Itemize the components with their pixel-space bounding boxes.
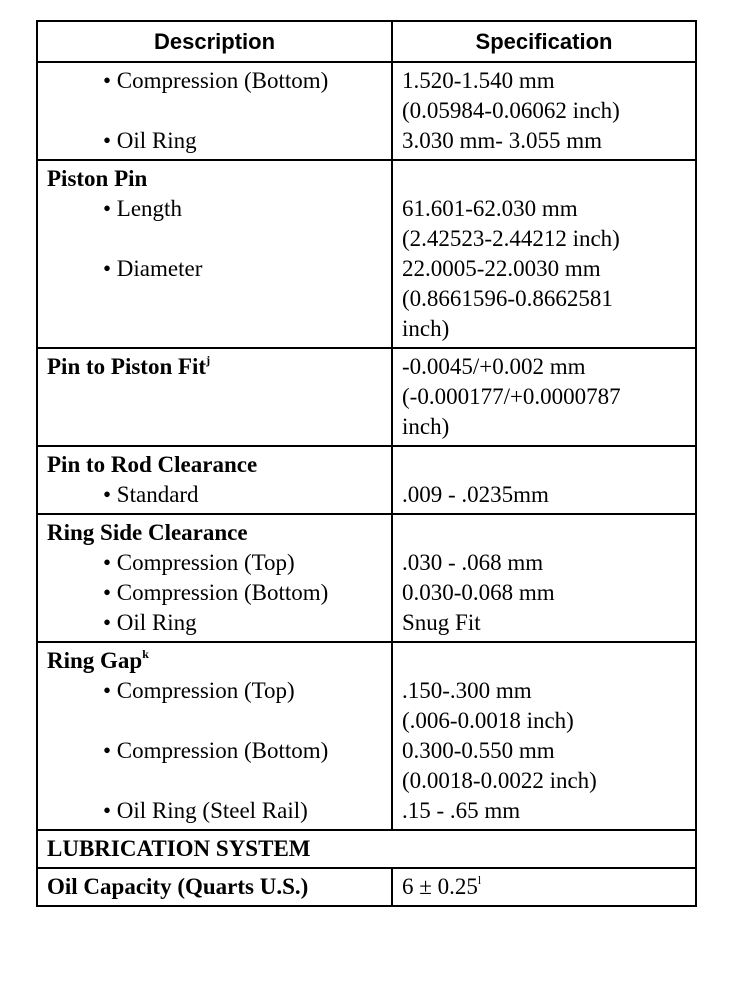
item-label: • Oil Ring (Steel Rail) [103,798,308,823]
item-label: • Length [103,196,182,221]
specification-cell [392,160,696,348]
description-cell [37,446,392,514]
spec-value: (0.0018-0.0022 inch) [402,768,597,793]
spec-value: .150-.300 mm [402,678,532,703]
spec-value: (.006-0.0018 inch) [402,708,574,733]
table-row [37,642,696,830]
spec-value: 3.030 mm- 3.055 mm [402,128,602,153]
spec-value: 0.300-0.550 mm [402,738,555,763]
group-heading: Ring Side Clearance [47,520,248,545]
group-heading: Pin to Rod Clearance [47,452,258,477]
description-cell [37,642,392,830]
item-label: • Oil Ring [103,128,197,153]
item-label: • Compression (Bottom) [103,68,329,93]
group-heading: Pin to Piston Fit [47,354,207,379]
description-cell [37,348,392,446]
table-row [37,514,696,642]
spec-value: -0.0045/+0.002 mm [402,354,586,379]
section-row [37,830,696,868]
specification-cell [392,868,696,906]
item-label: • Compression (Top) [103,678,295,703]
section-title: LUBRICATION SYSTEM [37,830,696,868]
spec-value: 1.520-1.540 mm [402,68,555,93]
specification-cell [392,62,696,160]
oil-capacity-value: 6 ± 0.25 [402,874,478,899]
spec-value: .15 - .65 mm [402,798,521,823]
spec-value: (-0.000177/+0.0000787 [402,384,621,409]
spec-value: 22.0005-22.0030 mm [402,256,601,281]
description-header: Description [37,21,392,62]
specification-cell [392,348,696,446]
specification-cell [392,446,696,514]
spec-value: (2.42523-2.44212 inch) [402,226,620,251]
table-row [37,348,696,446]
spec-value: Snug Fit [402,610,481,635]
footnote-marker: k [142,647,149,661]
item-label: • Standard [103,482,199,507]
table-row [37,868,696,906]
table-row [37,62,696,160]
table-row [37,160,696,348]
spec-value: inch) [402,316,450,341]
specification-header: Specification [392,21,696,62]
spec-value: 61.601-62.030 mm [402,196,578,221]
spec-value: .009 - .0235mm [402,482,549,507]
item-label: • Compression (Bottom) [103,738,329,763]
spec-value: (0.8661596-0.8662581 [402,286,613,311]
item-label: • Diameter [103,256,203,281]
header-row [37,21,696,62]
item-label: • Compression (Top) [103,550,295,575]
item-label: • Compression (Bottom) [103,580,329,605]
spec-value: 0.030-0.068 mm [402,580,555,605]
specification-table [36,20,697,907]
specification-cell [392,642,696,830]
table-row [37,446,696,514]
footnote-marker: l [477,873,482,887]
footnote-marker: j [206,353,211,367]
group-heading: Piston Pin [47,166,148,191]
description-cell [37,160,392,348]
oil-capacity-label: Oil Capacity (Quarts U.S.) [37,868,392,906]
specification-cell [392,514,696,642]
description-cell [37,514,392,642]
group-heading: Ring Gap [47,648,143,673]
spec-value: (0.05984-0.06062 inch) [402,98,620,123]
description-cell [37,62,392,160]
item-label: • Oil Ring [103,610,197,635]
spec-value: inch) [402,414,450,439]
spec-value: .030 - .068 mm [402,550,544,575]
